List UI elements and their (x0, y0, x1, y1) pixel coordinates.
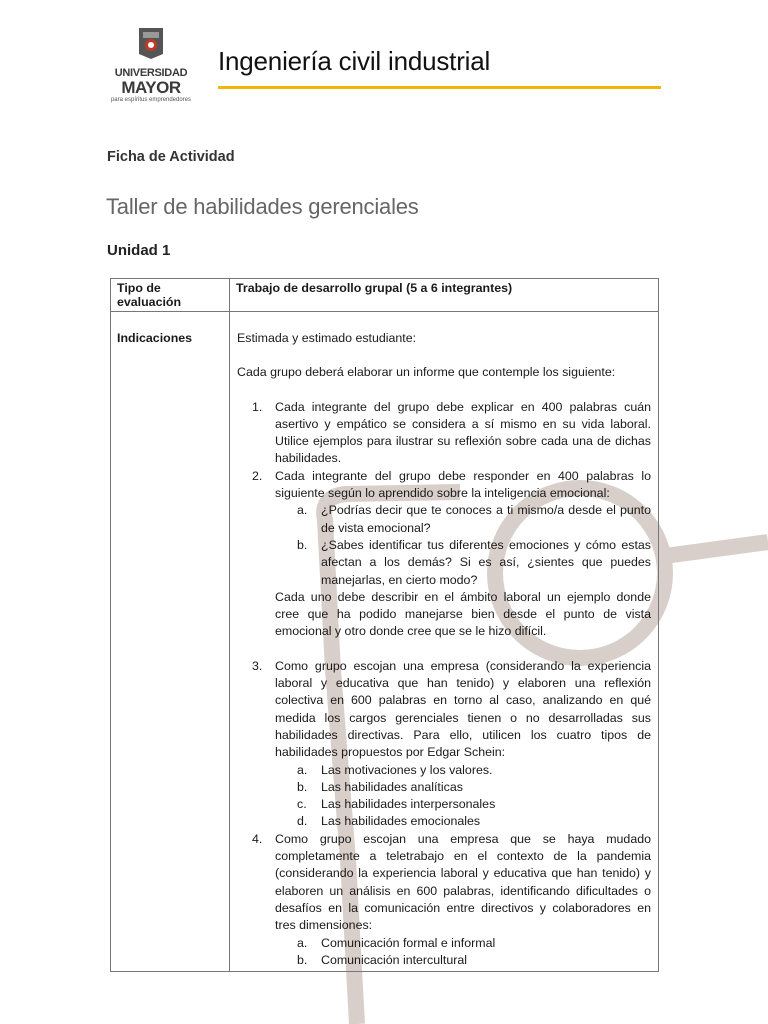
list-item (237, 502, 651, 537)
list-item (237, 658, 651, 831)
indicaciones-label: Indicaciones (117, 331, 193, 345)
item-number: 4. (252, 831, 263, 846)
item-text: Cada integrante del grupo debe explicar en 400 palabras cuán asertivo y empático se considera a sí mismo en su vida laboral. Utilice ejemplos para ilustrar su reflexión sobre cada una de dichas habilidades. (275, 399, 651, 466)
item-text: Cada integrante del grupo debe responder en 400 palabras lo siguiente según lo aprendido sobre la inteligencia emocional: (275, 468, 651, 501)
list-item (237, 952, 651, 969)
logo-line2: MAYOR (121, 78, 181, 97)
sub-list (237, 502, 651, 588)
shield-icon (134, 26, 168, 60)
item-text: Las motivaciones y los valores. (321, 762, 493, 777)
item-letter: b. (297, 952, 308, 967)
course-title: Taller de habilidades gerenciales (106, 194, 419, 219)
item-after-text: Cada uno debe describir en el ámbito laboral un ejemplo donde cree que ha podido manejarse bien desde el punto de vista emocional y otro donde cree que se le hizo difícil. (275, 589, 651, 639)
tipo-value: Trabajo de desarrollo grupal (5 a 6 integrantes) (236, 281, 513, 295)
item-letter: d. (297, 814, 308, 829)
table-row (111, 279, 659, 312)
logo-line1: UNIVERSIDAD (114, 67, 188, 79)
list-item (237, 935, 651, 952)
indicaciones-body (230, 312, 658, 971)
item-letter: a. (297, 935, 308, 950)
unit-heading: Unidad 1 (107, 242, 171, 259)
table-row (111, 312, 659, 972)
item-letter: b. (297, 537, 308, 552)
header-rule (218, 86, 661, 89)
sub-list (237, 762, 651, 831)
item-text: Comunicación intercultural (321, 952, 468, 967)
item-text: Comunicación formal e informal (321, 935, 496, 950)
tipo-label: Tipo de evaluación (117, 281, 182, 309)
item-text: Las habilidades emocionales (321, 814, 481, 829)
item-number: 1. (252, 399, 263, 414)
list-item (237, 796, 651, 813)
item-text: ¿Podrías decir que te conoces a ti mismo/a desde el punto de vista emocional? (321, 503, 651, 535)
header-title: Ingeniería civil industrial (218, 46, 491, 76)
activity-table (110, 278, 659, 972)
logo-tagline: para espíritus emprendedores (110, 97, 192, 103)
item-text: Como grupo escojan una empresa (considerando la experiencia laboral y educativa que han tenido) y elaboren una reflexión colectiva en 600 palabras en torno al caso, analizando en qué medida los cargos gerenciales tienen o no desarrolladas sus habilidades directivas. Para ello, utilicen los cuatro tipos de habilidades propuestos por Edgar Schein: (275, 658, 651, 760)
item-text: Como grupo escojan una empresa que se haya mudado completamente a teletrabajo en el contexto de la pandemia (considerando la experiencia laboral y educativa que han tenido) y elaboren un análisis en 600 palabras, identificando dificultades o desafíos en la comunicación entre directivos y colaboradores en tres dimensiones: (275, 831, 651, 933)
list-item (237, 779, 651, 796)
item-number: 2. (252, 468, 263, 483)
item-letter: a. (297, 762, 308, 777)
item-text: ¿Sabes identificar tus diferentes emociones y cómo estas afectan a los demás? Si es así, ¿sientes que puedes manejarlas, en cierto modo? (321, 537, 651, 587)
list-item (237, 468, 651, 641)
item-letter: b. (297, 779, 308, 794)
item-number: 3. (252, 658, 263, 673)
university-logo (105, 26, 197, 104)
ficha-heading: Ficha de Actividad (107, 149, 235, 165)
item-text: Las habilidades interpersonales (321, 797, 496, 812)
intro: Cada grupo deberá elaborar un informe que contemple los siguiente: (237, 365, 616, 380)
item-text: Las habilidades analíticas (321, 779, 463, 794)
sub-list (237, 935, 651, 970)
item-letter: a. (297, 503, 308, 518)
list-item (237, 831, 651, 969)
item-letter: c. (297, 797, 307, 812)
list-item (237, 813, 651, 830)
list-item (237, 537, 651, 589)
task-list (237, 399, 651, 970)
greeting: Estimada y estimado estudiante: (237, 331, 417, 345)
list-item (237, 399, 651, 468)
list-item (237, 762, 651, 779)
